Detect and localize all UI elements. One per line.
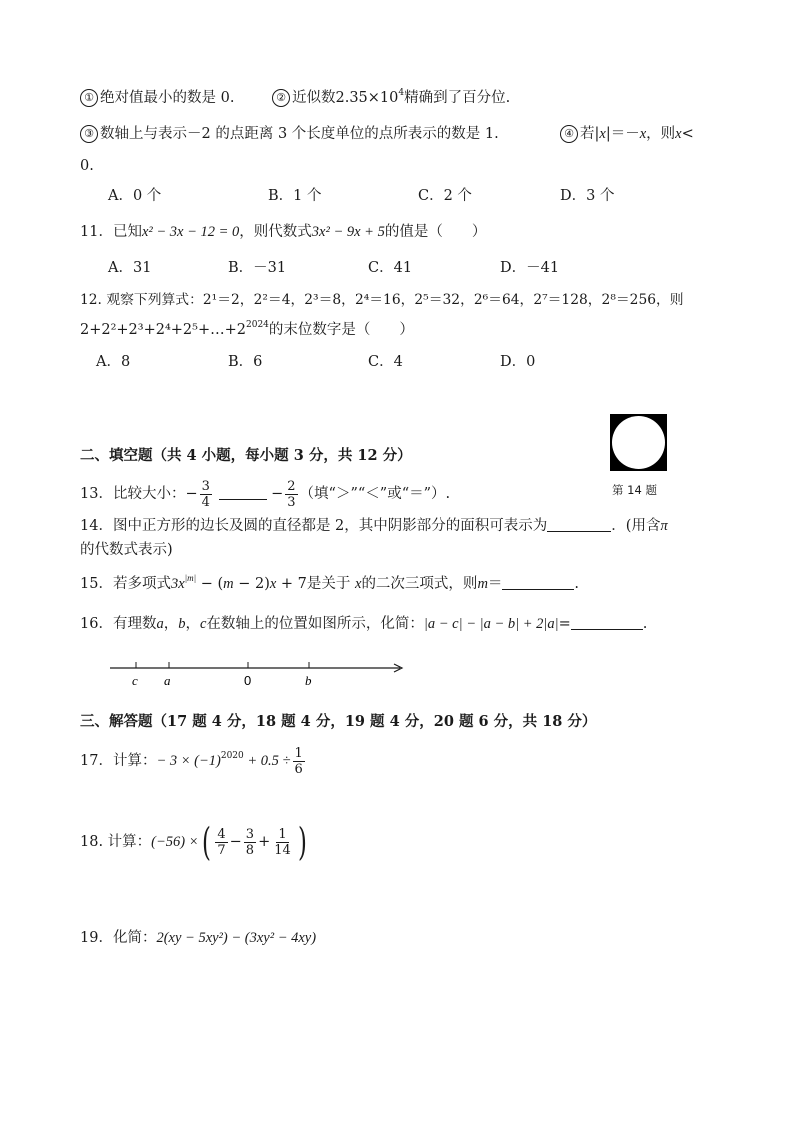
q10-option-d: D．3 个 (560, 188, 615, 204)
q10-option-c: C．2 个 (418, 188, 472, 204)
q13-stem: 13．比较大小：− $\frac{3}{4}$ − $\frac{2}{3}$ （填“＞”“＜”或“＝”）. (80, 478, 451, 510)
q15-stem: 15．若多项式$3x^{|m|} - (m - 2)x + 7$是关于 x的二次三项式，则m＝ . (80, 573, 580, 592)
q10-statement-4: ④ 若|x|＝－x，则x< (560, 124, 694, 144)
q18-fraction-3: $\frac{1}{14}$ (274, 826, 291, 858)
q14-answer-blank[interactable] (547, 517, 611, 532)
q14-stem-line2: 的代数式表示) (80, 542, 173, 558)
q16-answer-blank[interactable] (571, 615, 643, 630)
label-c: c (132, 673, 138, 688)
figure-14-square (610, 414, 667, 471)
q15-answer-blank[interactable] (502, 575, 574, 590)
q10-statement-4-cont: 0. (80, 158, 94, 174)
label-a: a (164, 673, 171, 688)
circled-number-2: ② (272, 89, 290, 107)
q10-statement-1: ① 绝对值最小的数是 0. (80, 88, 234, 108)
label-zero: 0 (244, 673, 252, 688)
q18-fraction-2: $\frac{3}{8}$ (245, 826, 255, 858)
circled-number-1: ① (80, 89, 98, 107)
q14-stem-line1: 14．图中正方形的边长及圆的直径都是 2，其中阴影部分的面积可表示为 ．(用含π (80, 518, 668, 534)
q11-option-d: D．－41 (500, 260, 560, 276)
figure-14-circle (612, 416, 665, 469)
q12-option-b: B．6 (228, 354, 263, 370)
q11-stem: 11．已知x² − 3x − 12 = 0，则代数式3x² − 9x + 5的值是（ ） (80, 224, 487, 240)
q12-stem-line1: 12. 观察下列算式：2¹＝2，2²＝4，2³＝8，2⁴＝16，2⁵＝32，2⁶＝64，2⁷＝128，2⁸＝256，则 (80, 292, 684, 308)
q19-stem: 19．化简：2(xy − 5xy²) − (3xy² − 4xy) (80, 930, 317, 946)
q10-statement-3: ③ 数轴上与表示－2 的点距离 3 个长度单位的点所表示的数是 1. (80, 124, 499, 144)
q10-option-b: B．1 个 (268, 188, 322, 204)
q12-option-c: C．4 (368, 354, 403, 370)
circled-number-4: ④ (560, 125, 578, 143)
number-line (100, 654, 420, 690)
q13-answer-blank[interactable] (219, 485, 267, 500)
q11-option-b: B．－31 (228, 260, 287, 276)
q11-option-c: C．41 (368, 260, 413, 276)
q13-fraction-1: $\frac{3}{4}$ (201, 478, 210, 510)
q10-option-a: A．0 个 (108, 188, 162, 204)
q16-stem: 16．有理数a，b，c在数轴上的位置如图所示，化简：|a − c| − |a − b| + 2|a|= . (80, 616, 648, 632)
q18-fraction-1: $\frac{4}{7}$ (217, 826, 226, 858)
q17-fraction: $\frac{1}{6}$ (294, 745, 303, 777)
q17-stem: 17．计算：− $3 \times (-1)^{2020} + 0.5$ ÷ $\frac{1}{6}$ (80, 745, 303, 777)
section-2-heading: 二、填空题（共 4 小题，每小题 3 分，共 12 分） (80, 447, 412, 464)
q10-statement-2: ② 近似数$2.35\times 10^4$精确到了百分位. (272, 88, 510, 108)
label-b: b (305, 673, 312, 688)
q18-stem: 18. 计算：(−56) ×( $\frac{4}{7}$ − $\frac{3}{8}$ + $\frac{1}{14}$ ) (80, 820, 307, 864)
section-3-heading: 三、解答题（17 题 4 分，18 题 4 分，19 题 4 分，20 题 6 分，共 18 分） (80, 713, 597, 730)
q12-option-a: A．8 (96, 354, 131, 370)
q13-fraction-2: $\frac{2}{3}$ (287, 478, 296, 510)
circled-number-3: ③ (80, 125, 98, 143)
q11-option-a: A．31 (108, 260, 152, 276)
q12-option-d: D．0 (500, 354, 536, 370)
figure-14-caption: 第 14 题 (612, 483, 657, 497)
q12-stem-line2: $2+2^2+2^3+2^4+2^5+\dots+2^{2024}$的末位数字是（ ） (80, 320, 414, 338)
